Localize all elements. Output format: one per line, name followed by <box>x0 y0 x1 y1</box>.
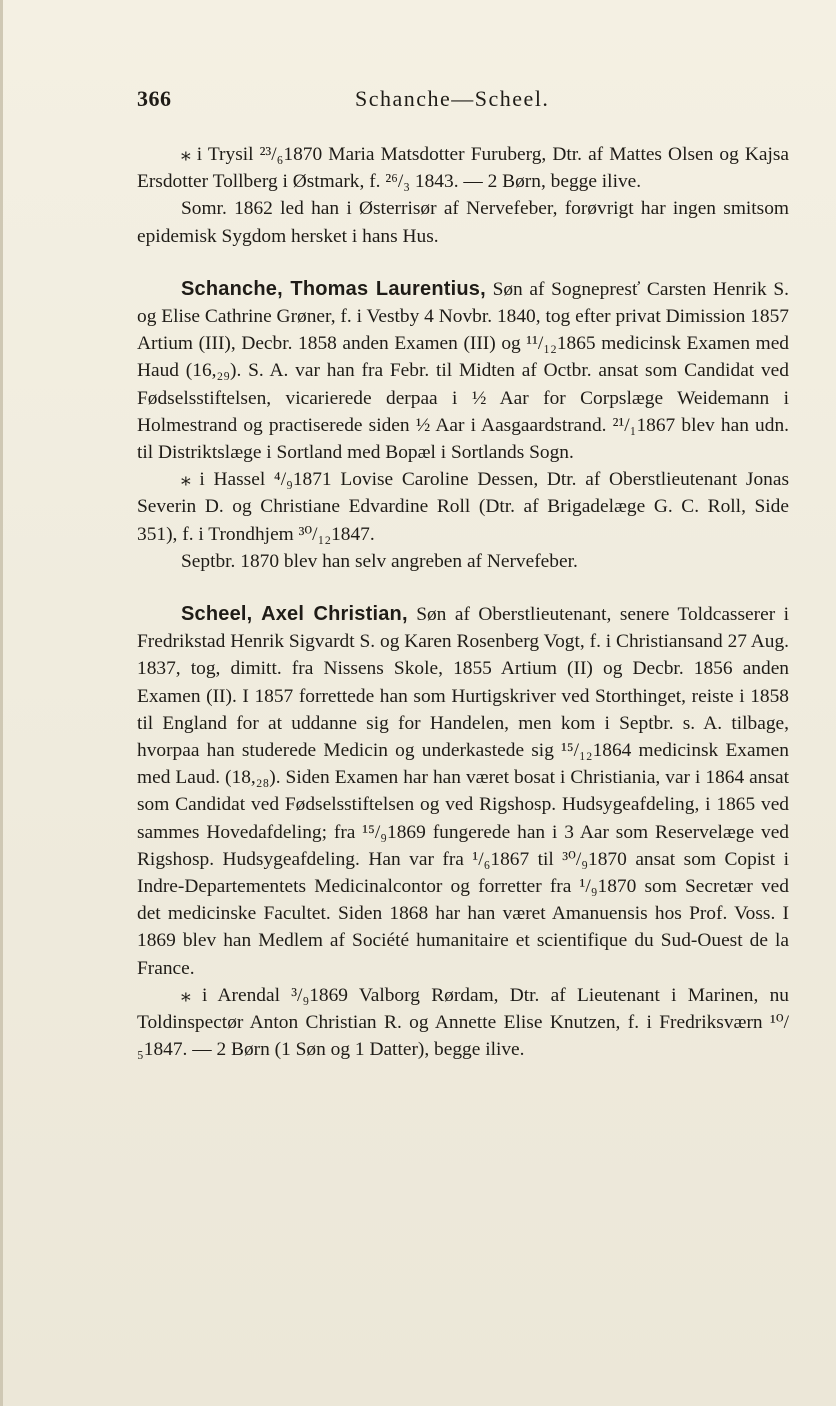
entry-scheel <box>137 601 789 982</box>
page-header <box>137 86 787 120</box>
entry-name-scheel: Scheel, Axel Christian, <box>181 603 408 626</box>
marriage-paragraph-dessen: ⁎ i Hassel ⁴/₉1871 Lovise Caroline Dessen, Dtr. af Oberstlieutenant Jonas Severin D. og Christiane Edvardine Roll (Dtr. af Brigadelæge G. C. Roll, Side 351), f. i Trondhjem ³⁰/₁₂1847. <box>137 469 789 545</box>
marriage-paragraph-furuberg: ⁎ i Trysil ²³/₆1870 Maria Matsdotter Furuberg, Dtr. af Mattes Olsen og Kajsa Ersdotter Tollberg i Østmark, f. ²⁶/₃ 1843. — 2 Børn, begge ilive. <box>137 144 789 193</box>
entry-gap <box>137 250 789 276</box>
entry-text-scheel: Søn af Oberstlieutenant, senere Toldcasserer i Fredrikstad Henrik Sigvardt S. og Karen Rosenberg Vogt, f. i Christiansand 27 Aug. 1837, tog, dimitt. fra Nissens Skole, 1855 Artium (II) og Decbr. 1856 anden Examen (II). I 1857 forrettede han som Hurtigskriver ved Storthinget, reiste i 1858 til England for at uddanne sig for Handelen, men kom i Septbr. s. A. tilbage, hvorpaa han studerede Medicin og underkastede sig ¹⁵/₁₂1864 medicinsk Examen med Laud. (18,₂₈). Siden Examen har han været bosat i Christiania, var i 1864 ansat som Candidat ved Fødselsstiftelsen og ved Rigshosp. Hudsygeafdeling, i 1865 ved sammes Hovedafdeling; fra ¹⁵/₉1869 fungerede han i 3 Aar som Reservelæge ved Rigshosp. Hudsygeafdeling. Han var fra ¹/₆1867 til ³⁰/₉1870 ansat som Copist i Indre-Departementets Medicinalcontor og forretter fra ¹/₉1870 som Secretær ved det medicinske Facultet. Siden 1868 har han været Amanuensis hos Prof. Voss. I 1869 blev han Medlem af Société humanitaire et scientifique du Sud-Ouest de la France. <box>137 604 790 979</box>
page-number: 366 <box>137 86 172 111</box>
paragraph-nervefeber-note: Somr. 1862 led han i Østerrisør af Nervefeber, forøvrigt har ingen smitsom epidemisk Sygdom hersket i hans Hus. <box>137 198 789 247</box>
entry-gap <box>137 575 789 601</box>
page-body <box>137 141 789 1064</box>
paragraph-schanche-illness: Septbr. 1870 blev han selv angreben af Nervefeber. <box>181 550 578 572</box>
marriage-paragraph-rordam: ⁎ i Arendal ³/₉1869 Valborg Rørdam, Dtr. af Lieutenant i Marinen, nu Toldinspectør Anton Christian R. og Annette Elise Knutzen, f. i Fredriksværn ¹⁰/₅1847. — 2 Børn (1 Søn og 1 Datter), begge ilive. <box>137 984 789 1061</box>
entry-schanche <box>137 276 789 466</box>
entry-text-schanche: Søn af Sognepresť Carsten Henrik S. og Elise Cathrine Grøner, f. i Vestby 4 Novbr. 1840, tog efter privat Dimission 1857 Artium (III), Decbr. 1858 anden Examen (III) og ¹¹/₁₂1865 medicinsk Examen med Haud (16,₂₉). S. A. var han fra Febr. til Midten af Octbr. ansat som Candidat ved Fødselsstiftelsen, vicarierede derpaa i ½ Aar for Corpslæge Weidemann i Holmestrand og practiserede siden ½ Aar i Aasgaardstrand. ²¹/₁1867 blev han udn. til Distriktslæge i Sortland med Bopæl i Sortlands Sogn. <box>137 278 789 464</box>
entry-name-schanche: Schanche, Thomas Laurentius, <box>181 277 486 300</box>
running-title: Schanche—Scheel. <box>355 86 550 111</box>
